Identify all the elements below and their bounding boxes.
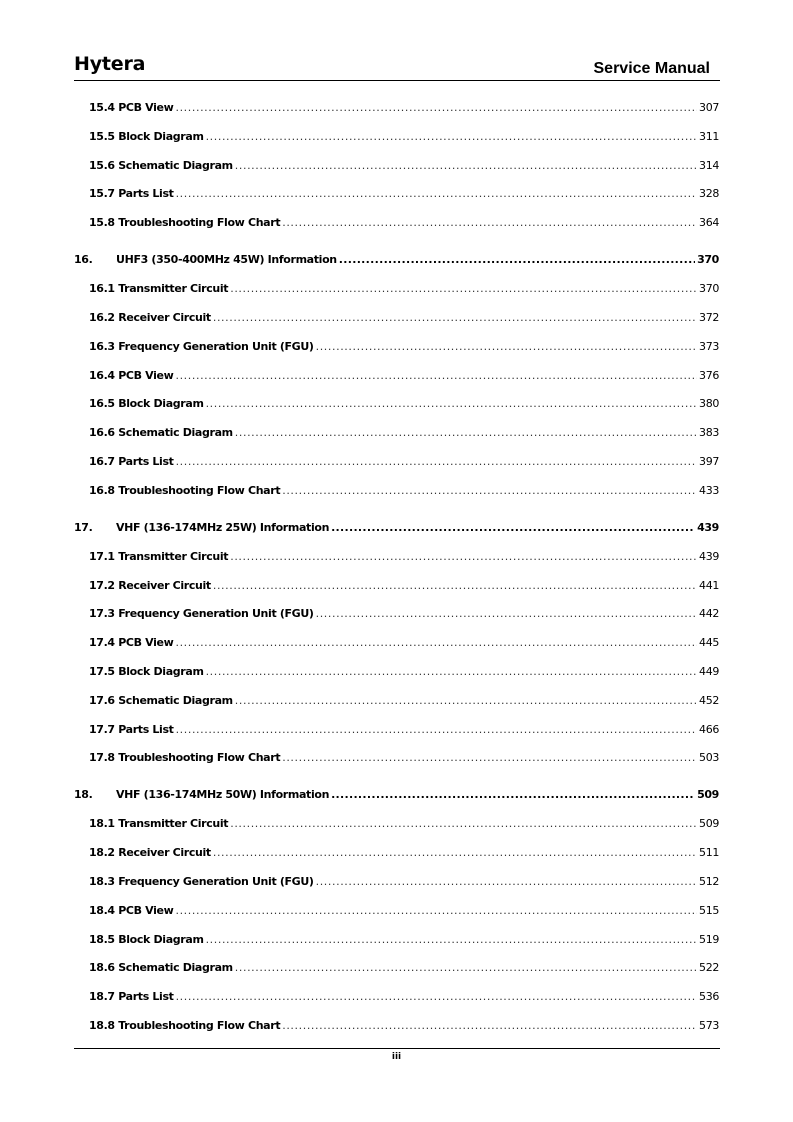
toc-section-entry[interactable] <box>74 216 719 230</box>
toc-entry-title: VHF (136-174MHz 25W) Information <box>116 521 330 534</box>
toc-entry-title: 18.2 Receiver Circuit <box>89 846 211 859</box>
toc-page-number: 380 <box>699 397 719 410</box>
toc-dot-leader <box>230 550 697 564</box>
toc-section-entry[interactable] <box>74 694 719 708</box>
toc-page-number: 433 <box>699 484 719 497</box>
toc-section-entry[interactable] <box>74 426 719 440</box>
toc-page-number: 466 <box>699 723 719 736</box>
toc-dot-leader <box>282 751 697 765</box>
toc-section-entry[interactable] <box>74 723 719 737</box>
toc-entry-title: 17.5 Block Diagram <box>89 665 204 678</box>
toc-section-entry[interactable] <box>74 187 719 201</box>
toc-section-entry[interactable] <box>74 875 719 889</box>
toc-entry-title: 18.6 Schematic Diagram <box>89 961 233 974</box>
toc-entry-title: 17.2 Receiver Circuit <box>89 579 211 592</box>
toc-dot-leader <box>175 101 697 115</box>
toc-section-entry[interactable] <box>74 904 719 918</box>
toc-section-entry[interactable] <box>74 130 719 144</box>
toc-chapter-entry[interactable] <box>74 788 719 802</box>
toc-page-number: 445 <box>699 636 719 649</box>
toc-dot-leader <box>331 788 695 802</box>
toc-section-entry[interactable] <box>74 484 719 498</box>
toc-dot-leader <box>230 282 697 296</box>
toc-entry-title: 17.1 Transmitter Circuit <box>89 550 229 563</box>
toc-page-number: 307 <box>699 101 719 114</box>
toc-page-number: 509 <box>697 788 719 801</box>
toc-entry-title: 16.4 PCB View <box>89 369 174 382</box>
toc-section-entry[interactable] <box>74 933 719 947</box>
toc-entry-title: 17.3 Frequency Generation Unit (FGU) <box>89 607 314 620</box>
toc-section-entry[interactable] <box>74 817 719 831</box>
toc-dot-leader <box>230 817 697 831</box>
toc-entry-title: 17.8 Troubleshooting Flow Chart <box>89 751 281 764</box>
toc-dot-leader <box>206 130 697 144</box>
toc-page-number: 372 <box>699 311 719 324</box>
toc-dot-leader <box>206 933 697 947</box>
toc-entry-title: 16.1 Transmitter Circuit <box>89 282 229 295</box>
toc-section-entry[interactable] <box>74 990 719 1004</box>
toc-section-entry[interactable] <box>74 636 719 650</box>
toc-dot-leader <box>213 846 697 860</box>
toc-section-entry[interactable] <box>74 282 719 296</box>
toc-page-number: 397 <box>699 455 719 468</box>
toc-entry-title: 17.4 PCB View <box>89 636 174 649</box>
toc-entry-title: 16.3 Frequency Generation Unit (FGU) <box>89 340 314 353</box>
toc-entry-title: 18.5 Block Diagram <box>89 933 204 946</box>
toc-dot-leader <box>331 521 695 535</box>
toc-entry-title: 16.5 Block Diagram <box>89 397 204 410</box>
toc-dot-leader <box>213 579 697 593</box>
toc-section-entry[interactable] <box>74 846 719 860</box>
toc-dot-leader <box>282 484 697 498</box>
toc-entry-title: 18.8 Troubleshooting Flow Chart <box>89 1019 281 1032</box>
toc-dot-leader <box>235 159 697 173</box>
toc-page-number: 370 <box>697 253 719 266</box>
toc-page-number: 536 <box>699 990 719 1003</box>
toc-section-entry[interactable] <box>74 579 719 593</box>
toc-page-number: 452 <box>699 694 719 707</box>
toc-section-entry[interactable] <box>74 550 719 564</box>
toc-entry-title: 17.7 Parts List <box>89 723 174 736</box>
toc-dot-leader <box>175 904 697 918</box>
footer-divider <box>74 1048 720 1049</box>
toc-entry-title: 16.7 Parts List <box>89 455 174 468</box>
toc-section-entry[interactable] <box>74 340 719 354</box>
toc-page-number: 441 <box>699 579 719 592</box>
toc-dot-leader <box>316 607 697 621</box>
toc-page-number: 512 <box>699 875 719 888</box>
toc-page-number: 509 <box>699 817 719 830</box>
toc-page-number: 439 <box>697 521 719 534</box>
toc-page-number: 511 <box>699 846 719 859</box>
toc-dot-leader <box>176 455 697 469</box>
toc-page-number: 311 <box>699 130 719 143</box>
toc-page-number: 370 <box>699 282 719 295</box>
toc-entry-title: VHF (136-174MHz 50W) Information <box>116 788 330 801</box>
page-number: iii <box>391 1052 402 1062</box>
toc-dot-leader <box>175 369 697 383</box>
toc-section-entry[interactable] <box>74 369 719 383</box>
toc-dot-leader <box>316 875 697 889</box>
toc-section-entry[interactable] <box>74 1019 719 1033</box>
toc-dot-leader <box>282 1019 697 1033</box>
toc-chapter-entry[interactable] <box>74 521 719 535</box>
toc-entry-title: 16.6 Schematic Diagram <box>89 426 233 439</box>
toc-section-entry[interactable] <box>74 101 719 115</box>
toc-entry-title: 18.1 Transmitter Circuit <box>89 817 229 830</box>
toc-dot-leader <box>213 311 697 325</box>
toc-entry-title: 15.6 Schematic Diagram <box>89 159 233 172</box>
toc-entry-title: 18.4 PCB View <box>89 904 174 917</box>
toc-chapter-number: 17. <box>74 521 93 534</box>
toc-entry-title: 16.8 Troubleshooting Flow Chart <box>89 484 281 497</box>
toc-page-number: 449 <box>699 665 719 678</box>
toc-page-number: 573 <box>699 1019 719 1032</box>
toc-section-entry[interactable] <box>74 397 719 411</box>
toc-entry-title: UHF3 (350-400MHz 45W) Information <box>116 253 337 266</box>
toc-section-entry[interactable] <box>74 961 719 975</box>
toc-dot-leader <box>206 665 697 679</box>
toc-page-number: 383 <box>699 426 719 439</box>
toc-page-number: 442 <box>699 607 719 620</box>
toc-dot-leader <box>175 636 697 650</box>
document-title: Service Manual <box>593 60 710 77</box>
toc-page-number: 522 <box>699 961 719 974</box>
toc-entry-title: 18.7 Parts List <box>89 990 174 1003</box>
toc-entry-title: 15.5 Block Diagram <box>89 130 204 143</box>
toc-chapter-number: 18. <box>74 788 93 801</box>
toc-section-entry[interactable] <box>74 665 719 679</box>
toc-section-entry[interactable] <box>74 751 719 765</box>
toc-section-entry[interactable] <box>74 159 719 173</box>
toc-dot-leader <box>176 723 697 737</box>
toc-page-number: 373 <box>699 340 719 353</box>
toc-entry-title: 17.6 Schematic Diagram <box>89 694 233 707</box>
toc-page-number: 439 <box>699 550 719 563</box>
toc-chapter-entry[interactable] <box>74 253 719 267</box>
toc-entry-title: 15.4 PCB View <box>89 101 174 114</box>
toc-entry-title: 18.3 Frequency Generation Unit (FGU) <box>89 875 314 888</box>
table-of-contents <box>74 0 719 1040</box>
toc-dot-leader <box>235 961 697 975</box>
toc-page-number: 515 <box>699 904 719 917</box>
toc-page-number: 503 <box>699 751 719 764</box>
toc-chapter-number: 16. <box>74 253 93 266</box>
toc-page-number: 519 <box>699 933 719 946</box>
toc-dot-leader <box>282 216 697 230</box>
toc-page-number: 376 <box>699 369 719 382</box>
toc-section-entry[interactable] <box>74 607 719 621</box>
toc-dot-leader <box>235 694 697 708</box>
toc-dot-leader <box>206 397 697 411</box>
toc-section-entry[interactable] <box>74 455 719 469</box>
toc-entry-title: 16.2 Receiver Circuit <box>89 311 211 324</box>
toc-dot-leader <box>316 340 697 354</box>
toc-dot-leader <box>339 253 695 267</box>
toc-page-number: 364 <box>699 216 719 229</box>
toc-entry-title: 15.7 Parts List <box>89 187 174 200</box>
toc-dot-leader <box>176 990 697 1004</box>
brand-logo: Hytera <box>74 53 146 75</box>
toc-dot-leader <box>176 187 697 201</box>
toc-page-number: 314 <box>699 159 719 172</box>
toc-page-number: 328 <box>699 187 719 200</box>
toc-section-entry[interactable] <box>74 311 719 325</box>
toc-entry-title: 15.8 Troubleshooting Flow Chart <box>89 216 281 229</box>
toc-dot-leader <box>235 426 697 440</box>
